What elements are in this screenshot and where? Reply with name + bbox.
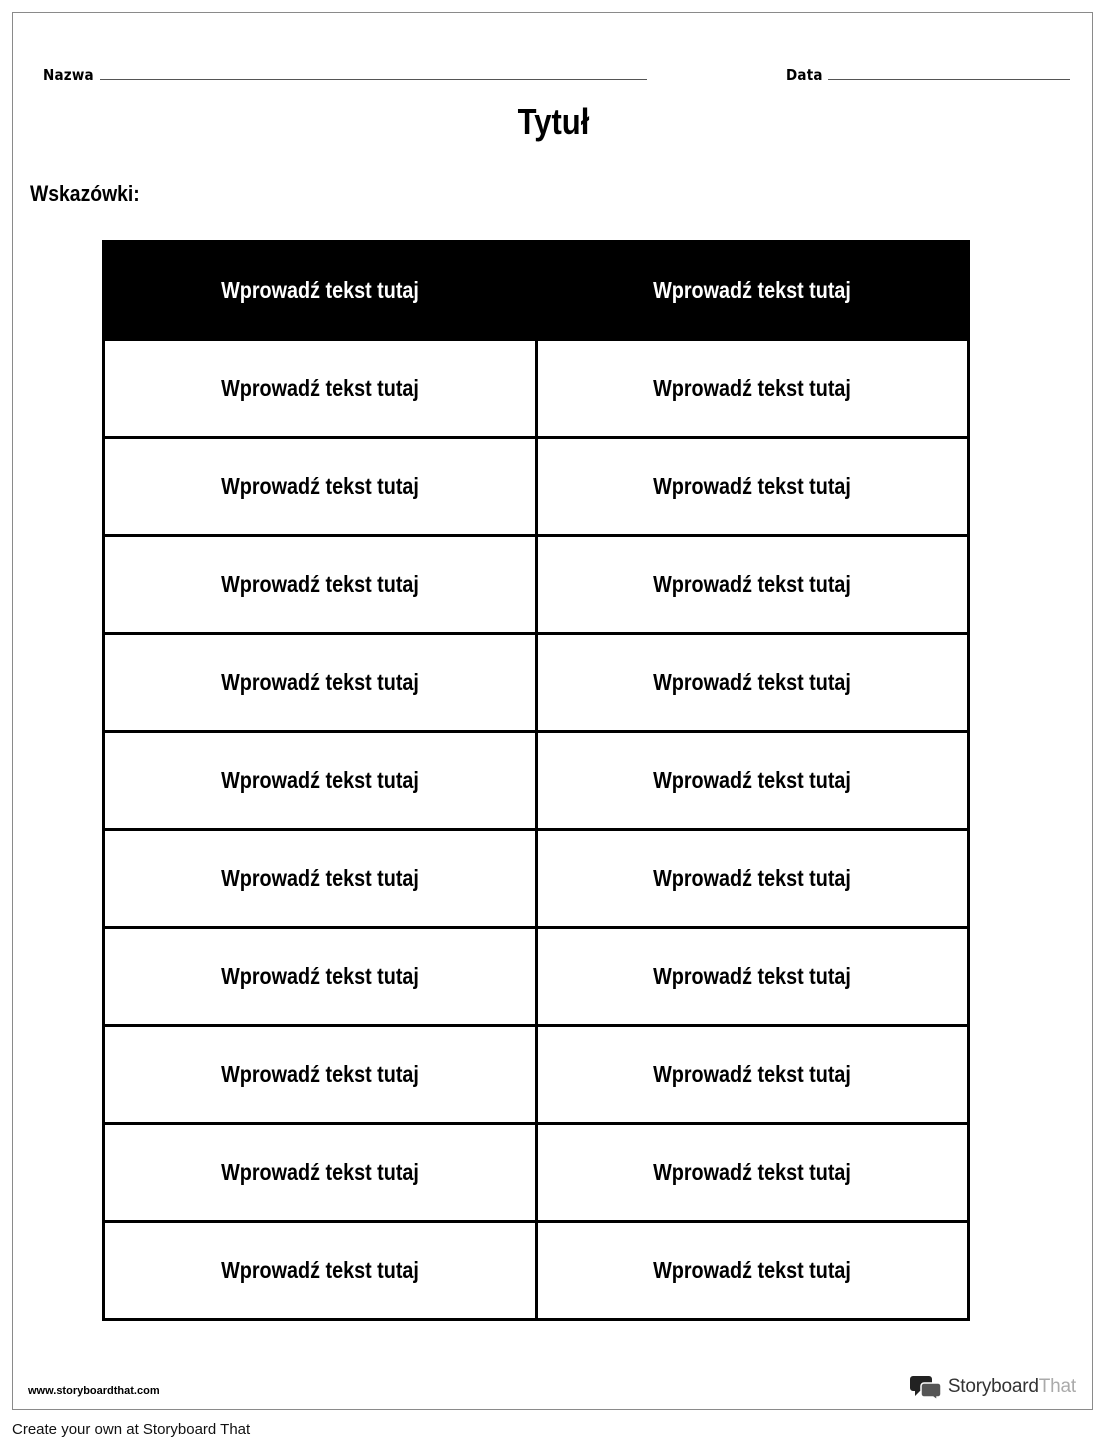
table-cell[interactable]: Wprowadź tekst tutaj — [536, 830, 969, 928]
table-cell[interactable]: Wprowadź tekst tutaj — [104, 732, 537, 830]
table-cell[interactable]: Wprowadź tekst tutaj — [104, 1222, 537, 1320]
name-field-line[interactable] — [100, 79, 647, 80]
create-your-own-link[interactable]: Create your own at Storyboard That — [12, 1421, 251, 1438]
table-cell[interactable]: Wprowadź tekst tutaj — [536, 1124, 969, 1222]
table-cell[interactable]: Wprowadź tekst tutaj — [104, 536, 537, 634]
table-header-row — [104, 242, 969, 340]
date-field-line[interactable] — [828, 79, 1070, 80]
table-cell[interactable]: Wprowadź tekst tutaj — [104, 634, 537, 732]
table-row — [104, 1026, 969, 1124]
table-row — [104, 634, 969, 732]
table-cell[interactable]: Wprowadź tekst tutaj — [536, 1222, 969, 1320]
instructions-label: Wskazówki: — [30, 181, 140, 206]
table-row — [104, 1222, 969, 1320]
table-cell[interactable]: Wprowadź tekst tutaj — [536, 438, 969, 536]
table-cell[interactable]: Wprowadź tekst tutaj — [536, 536, 969, 634]
brand-name-main: Storyboard — [947, 1376, 1039, 1397]
table-row — [104, 830, 969, 928]
table-row — [104, 438, 969, 536]
table-cell[interactable]: Wprowadź tekst tutaj — [536, 1026, 969, 1124]
table-cell[interactable]: Wprowadź tekst tutaj — [536, 634, 969, 732]
speech-bubbles-icon — [910, 1374, 942, 1400]
content-table — [102, 240, 970, 1321]
table-row — [104, 340, 969, 438]
table-cell[interactable]: Wprowadź tekst tutaj — [104, 1026, 537, 1124]
brand-name-accent: That — [1038, 1376, 1076, 1397]
worksheet — [12, 12, 1093, 1410]
table-row — [104, 536, 969, 634]
table-header-cell[interactable]: Wprowadź tekst tutaj — [104, 242, 537, 340]
table-cell[interactable]: Wprowadź tekst tutaj — [104, 928, 537, 1026]
table-cell[interactable]: Wprowadź tekst tutaj — [104, 438, 537, 536]
table-cell[interactable]: Wprowadź tekst tutaj — [536, 340, 969, 438]
table-cell[interactable]: Wprowadź tekst tutaj — [104, 830, 537, 928]
table-row — [104, 928, 969, 1026]
table-cell[interactable]: Wprowadź tekst tutaj — [536, 928, 969, 1026]
storyboardthat-logo[interactable] — [910, 1374, 1076, 1400]
table-row — [104, 732, 969, 830]
table-header-cell[interactable]: Wprowadź tekst tutaj — [536, 242, 969, 340]
table-cell[interactable]: Wprowadź tekst tutaj — [536, 732, 969, 830]
date-label: Data — [786, 66, 823, 84]
table-cell[interactable]: Wprowadź tekst tutaj — [104, 340, 537, 438]
table-cell[interactable]: Wprowadź tekst tutaj — [104, 1124, 537, 1222]
worksheet-title: Tytuł — [517, 101, 590, 142]
table-row — [104, 1124, 969, 1222]
site-url[interactable]: www.storyboardthat.com — [28, 1385, 160, 1397]
name-label: Nazwa — [43, 66, 94, 84]
